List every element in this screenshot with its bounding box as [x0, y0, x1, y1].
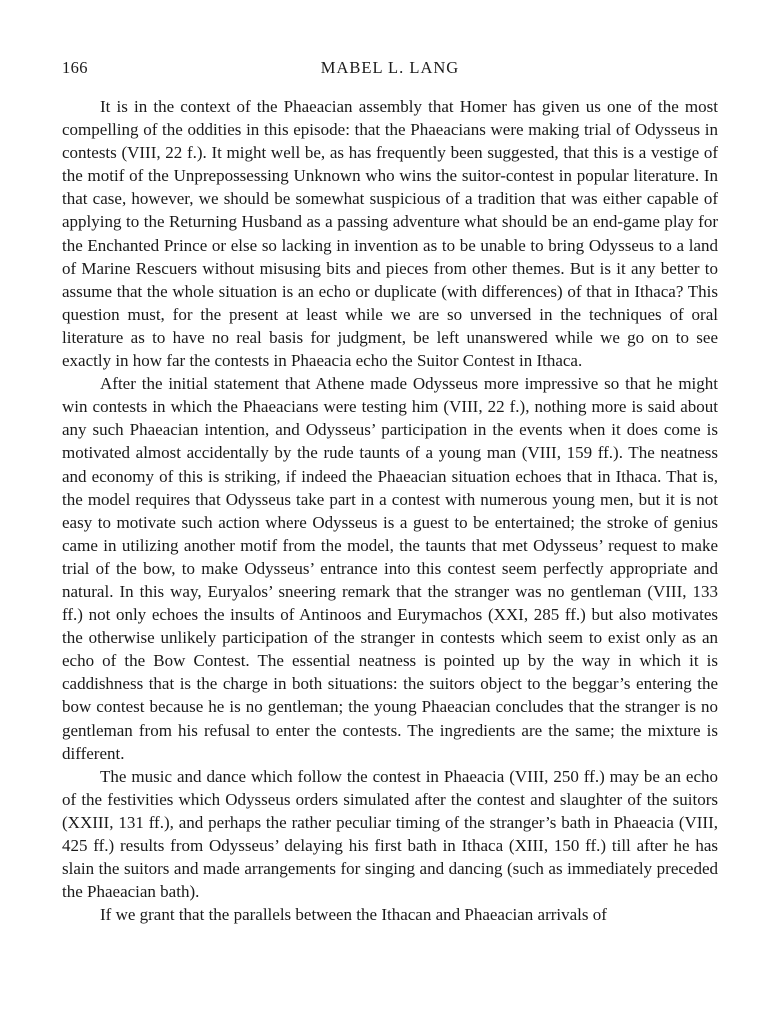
document-page — [62, 58, 718, 926]
running-head-author: MABEL L. LANG — [320, 58, 460, 77]
body-paragraph: After the initial statement that Athene made Odysseus more impressive so that he might win contests in which the Phaeacians were testing him (VIII, 22 f.), nothing more is said about any such Phaeacian intention, and Odysseus’ participation in the events when it does come is motivated almost accidentally by the rude taunts of a young man (VIII, 159 ff.). The neatness and economy of this is striking, if indeed the Phaeacian situation echoes that in Ithaca. That is, the model requires that Odysseus take part in a contest with numerous young men, but it is not easy to motivate such action where Odysseus is a guest to be entertained; the stroke of genius came in utilizing another motif from the model, the taunts that met Odysseus’ request to make trial of the bow, to make Odysseus’ entrance into this contest seem perfectly appropriate and natural. In this way, Euryalos’ sneering remark that the stranger was no gentleman (VIII, 133 ff.) not only echoes the insults of Antinoos and Eurymachos (XXI, 285 ff.) but also motivates the otherwise unlikely participation of the stranger in contests which seem to exist only as an echo of the Bow Contest. The essential neatness is pointed up by the way in which it is caddishness that is the charge in both situations: the suitors object to the beggar’s entering the bow contest because he is no gentleman; the young Phaeacian concludes that the stranger is no gentleman from his refusal to enter the contests. The ingredients are the same; the mixture is different. — [62, 374, 718, 763]
body-paragraph: If we grant that the parallels between the Ithacan and Phaeacian arrivals of — [100, 905, 607, 925]
body-paragraph: The music and dance which follow the contest in Phaeacia (VIII, 250 ff.) may be an echo of the festivities which Odysseus orders simulated after the contest and slaughter of the suitors (XXIII, 131 ff.), and perhaps the rather peculiar timing of the stranger’s bath in Phaeacia (VIII, 425 ff.) results from Odysseus’ delaying his first bath in Ithaca (XIII, 150 ff.) till after he has slain the suitors and made arrangements for singing and dancing (such as immediately preceded the Phaeacian bath). — [62, 766, 718, 902]
running-head — [62, 58, 718, 82]
body-paragraph: It is in the context of the Phaeacian assembly that Homer has given us one of the most compelling of the oddities in this episode: that the Phaeacians were making trial of Odysseus in contests (VIII, 22 f.). It might well be, as has frequently been suggested, that this is a vestige of the motif of the Unprepossessing Unknown who wins the suitor-contest in popular literature. In that case, however, we should be somewhat suspicious of a tradition that was either capable of applying to the Returning Husband as a passing adventure what should be an end-game play for the Enchanted Prince or else so lacking in invention as to be unable to bring Odysseus to a land of Marine Rescuers without misusing bits and pieces from other themes. But is it any better to assume that the whole situation is an echo or duplicate (with differences) of that in Ithaca? This question must, for the present at least while we are so unversed in the techniques of oral literature as to have no real basis for judgment, be left unanswered while we go on to see exactly in how far the contests in Phaeacia echo the Suitor Contest in Ithaca. — [62, 97, 718, 371]
body-text — [62, 95, 718, 926]
page-number: 166 — [62, 58, 88, 77]
